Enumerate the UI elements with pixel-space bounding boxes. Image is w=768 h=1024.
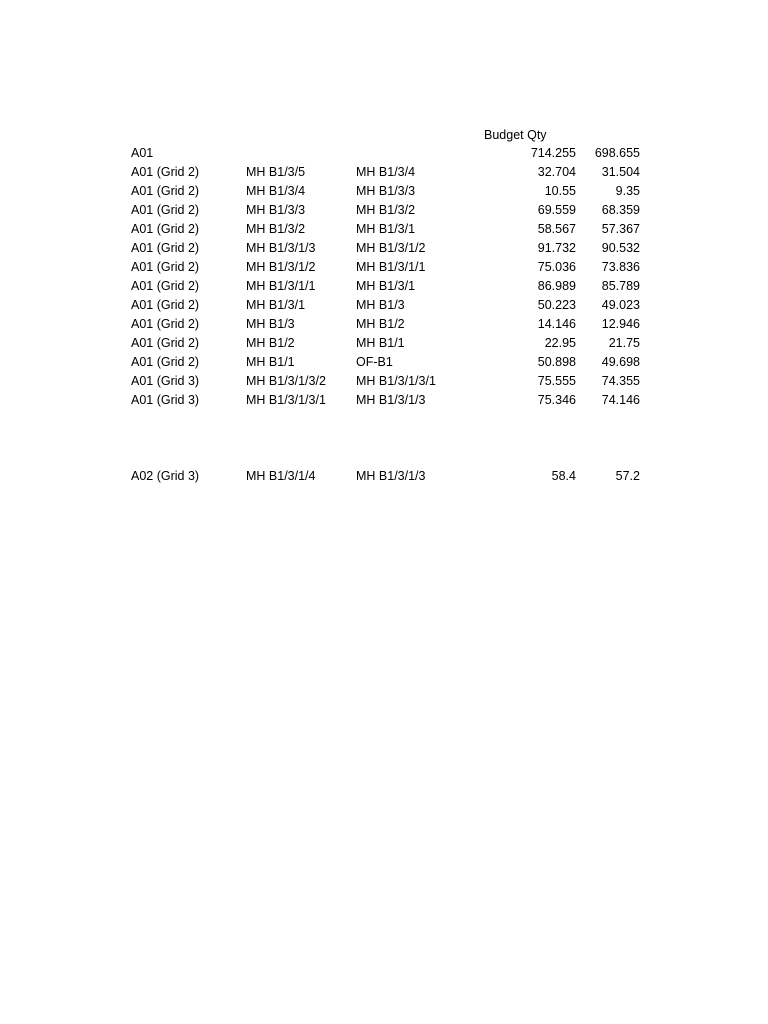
budget-qty-header: Budget Qty xyxy=(484,128,547,142)
from-cell: MH B1/3 xyxy=(246,317,295,331)
budget-qty-cell: 50.898 xyxy=(537,355,576,369)
budget-qty-cell: 32.704 xyxy=(537,165,576,179)
area-cell: A01 (Grid 2) xyxy=(131,222,200,236)
area-cell: A02 (Grid 3) xyxy=(131,469,200,483)
budget-qty-cell: 10.55 xyxy=(544,184,576,198)
to-cell: MH B1/3/2 xyxy=(356,203,416,217)
table-row xyxy=(0,353,768,372)
actual-qty-cell: 74.146 xyxy=(601,393,640,407)
actual-qty-cell: 21.75 xyxy=(608,336,640,350)
table-row xyxy=(0,163,768,182)
to-cell: MH B1/2 xyxy=(356,317,405,331)
budget-qty-cell: 69.559 xyxy=(537,203,576,217)
actual-qty-cell: 49.023 xyxy=(601,298,640,312)
area-cell: A01 (Grid 2) xyxy=(131,165,200,179)
to-cell: MH B1/3/4 xyxy=(356,165,416,179)
to-cell: MH B1/3/1/1 xyxy=(356,260,426,274)
from-cell: MH B1/3/1/2 xyxy=(246,260,316,274)
table-row xyxy=(0,201,768,220)
from-cell: MH B1/3/1/3/1 xyxy=(246,393,326,407)
actual-qty-cell: 68.359 xyxy=(601,203,640,217)
from-cell: MH B1/1 xyxy=(246,355,295,369)
actual-qty-cell: 73.836 xyxy=(601,260,640,274)
table-row xyxy=(0,391,768,410)
area-cell: A01 (Grid 3) xyxy=(131,374,200,388)
to-cell: MH B1/3 xyxy=(356,298,405,312)
from-cell: MH B1/3/4 xyxy=(246,184,306,198)
table-row xyxy=(0,220,768,239)
from-cell: MH B1/2 xyxy=(246,336,295,350)
budget-qty-cell: 50.223 xyxy=(537,298,576,312)
actual-qty-cell: 57.367 xyxy=(601,222,640,236)
budget-qty-cell: 75.346 xyxy=(537,393,576,407)
actual-qty-cell: 698.655 xyxy=(594,146,640,160)
area-cell: A01 (Grid 2) xyxy=(131,184,200,198)
actual-qty-cell: 31.504 xyxy=(601,165,640,179)
area-cell: A01 (Grid 2) xyxy=(131,355,200,369)
to-cell: MH B1/3/1/3 xyxy=(356,393,426,407)
table-row xyxy=(0,467,768,486)
budget-qty-cell: 14.146 xyxy=(537,317,576,331)
area-cell: A01 xyxy=(131,146,154,160)
actual-qty-cell: 57.2 xyxy=(615,469,640,483)
actual-qty-cell: 49.698 xyxy=(601,355,640,369)
budget-qty-cell: 86.989 xyxy=(537,279,576,293)
to-cell: MH B1/3/1/2 xyxy=(356,241,426,255)
from-cell: MH B1/3/1 xyxy=(246,298,306,312)
to-cell: MH B1/1 xyxy=(356,336,405,350)
actual-qty-cell: 85.789 xyxy=(601,279,640,293)
area-cell: A01 (Grid 2) xyxy=(131,279,200,293)
area-cell: A01 (Grid 2) xyxy=(131,203,200,217)
table-row xyxy=(0,372,768,391)
table-row xyxy=(0,182,768,201)
to-cell: MH B1/3/1/3/1 xyxy=(356,374,436,388)
budget-qty-cell: 75.555 xyxy=(537,374,576,388)
to-cell: MH B1/3/1 xyxy=(356,279,416,293)
actual-qty-cell: 9.35 xyxy=(615,184,640,198)
budget-qty-cell: 58.4 xyxy=(551,469,576,483)
area-cell: A01 (Grid 2) xyxy=(131,241,200,255)
budget-qty-cell: 91.732 xyxy=(537,241,576,255)
area-cell: A01 (Grid 2) xyxy=(131,298,200,312)
table-row xyxy=(0,315,768,334)
table-row xyxy=(0,296,768,315)
to-cell: MH B1/3/1 xyxy=(356,222,416,236)
area-cell: A01 (Grid 2) xyxy=(131,317,200,331)
budget-qty-cell: 58.567 xyxy=(537,222,576,236)
from-cell: MH B1/3/3 xyxy=(246,203,306,217)
budget-qty-cell: 22.95 xyxy=(544,336,576,350)
from-cell: MH B1/3/1/3/2 xyxy=(246,374,326,388)
to-cell: MH B1/3/3 xyxy=(356,184,416,198)
table-row xyxy=(0,277,768,296)
actual-qty-cell: 12.946 xyxy=(601,317,640,331)
table-row xyxy=(0,239,768,258)
area-cell: A01 (Grid 2) xyxy=(131,260,200,274)
actual-qty-cell: 90.532 xyxy=(601,241,640,255)
table-row xyxy=(0,258,768,277)
budget-qty-cell: 75.036 xyxy=(537,260,576,274)
area-cell: A01 (Grid 3) xyxy=(131,393,200,407)
from-cell: MH B1/3/1/1 xyxy=(246,279,316,293)
table-row xyxy=(0,334,768,353)
from-cell: MH B1/3/2 xyxy=(246,222,306,236)
from-cell: MH B1/3/1/3 xyxy=(246,241,316,255)
to-cell: MH B1/3/1/3 xyxy=(356,469,426,483)
from-cell: MH B1/3/5 xyxy=(246,165,306,179)
area-cell: A01 (Grid 2) xyxy=(131,336,200,350)
to-cell: OF-B1 xyxy=(356,355,393,369)
budget-qty-cell: 714.255 xyxy=(530,146,576,160)
from-cell: MH B1/3/1/4 xyxy=(246,469,316,483)
actual-qty-cell: 74.355 xyxy=(601,374,640,388)
table-row xyxy=(0,144,768,163)
